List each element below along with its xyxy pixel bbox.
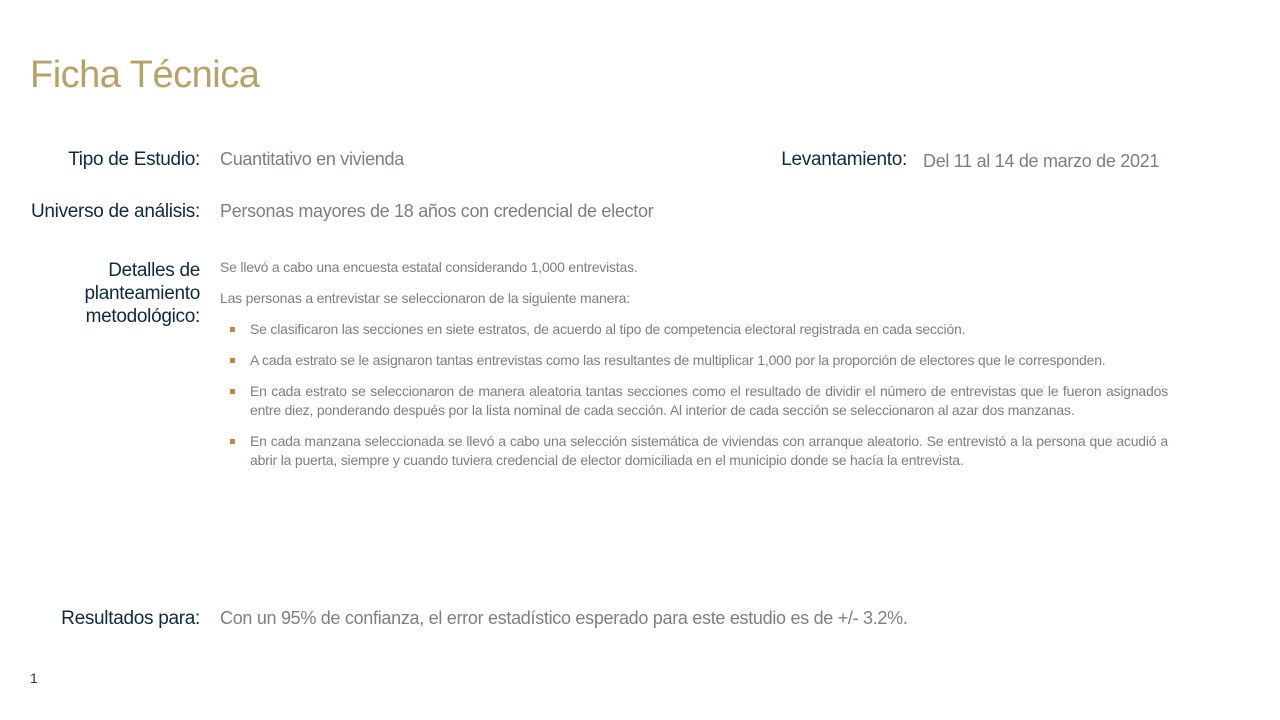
list-item-text: Se clasificaron las secciones en siete estratos, de acuerdo al tipo de competencia electoral registrada en cada sección. [250, 321, 966, 337]
resultados-value: Con un 95% de confianza, el error estadístico esperado para este estudio es de +/- 3.2%. [220, 608, 908, 628]
list-item [220, 320, 1168, 339]
resultados-label: Resultados para: [61, 608, 200, 629]
tipo-estudio-value: Cuantitativo en vivienda [220, 149, 404, 169]
detalles-content [220, 258, 1168, 482]
page-title: Ficha Técnica [30, 54, 260, 96]
detalles-label [85, 259, 200, 328]
detalles-label-line2: planteamiento [84, 283, 200, 304]
levantamiento-label: Levantamiento: [781, 149, 907, 170]
detalles-bullet-list [220, 320, 1168, 470]
detalles-label-line1: Detalles de [108, 260, 200, 281]
list-item-text: En cada manzana seleccionada se llevó a cabo una selección sistemática de viviendas con arranque aleatorio. Se entrevistó a la persona que acudió a abrir la puerta, siempre y cuando tuviera credencial de elector domiciliada en el municipio donde se hacía la entrevista. [250, 433, 1168, 468]
page-number: 1 [30, 670, 38, 686]
list-item-text: En cada estrato se seleccionaron de manera aleatoria tantas secciones como el resultado de dividir el número de entrevistas que le fueron asignados entre diez, ponderando después por la lista nominal de cada sección. Al interior de cada sección se seleccionaron al azar dos manzanas. [250, 383, 1168, 418]
detalles-intro-1: Se llevó a cabo una encuesta estatal considerando 1,000 entrevistas. [220, 259, 638, 275]
universo-value: Personas mayores de 18 años con credencial de elector [220, 201, 654, 221]
list-item-text: A cada estrato se le asignaron tantas entrevistas como las resultantes de multiplicar 1,000 por la proporción de electores que le corresponden. [250, 352, 1106, 368]
list-item [220, 432, 1168, 470]
square-bullet-icon [230, 327, 235, 332]
list-item [220, 351, 1168, 370]
list-item [220, 382, 1168, 420]
detalles-intro-2: Las personas a entrevistar se seleccionaron de la siguiente manera: [220, 290, 630, 306]
universo-label: Universo de análisis: [30, 201, 200, 222]
levantamiento-value: Del 11 al 14 de marzo de 2021 [923, 151, 1160, 171]
square-bullet-icon [230, 439, 235, 444]
square-bullet-icon [230, 389, 235, 394]
square-bullet-icon [230, 358, 235, 363]
detalles-label-line3: metodológico: [85, 306, 200, 327]
tipo-estudio-label: Tipo de Estudio: [68, 149, 200, 170]
